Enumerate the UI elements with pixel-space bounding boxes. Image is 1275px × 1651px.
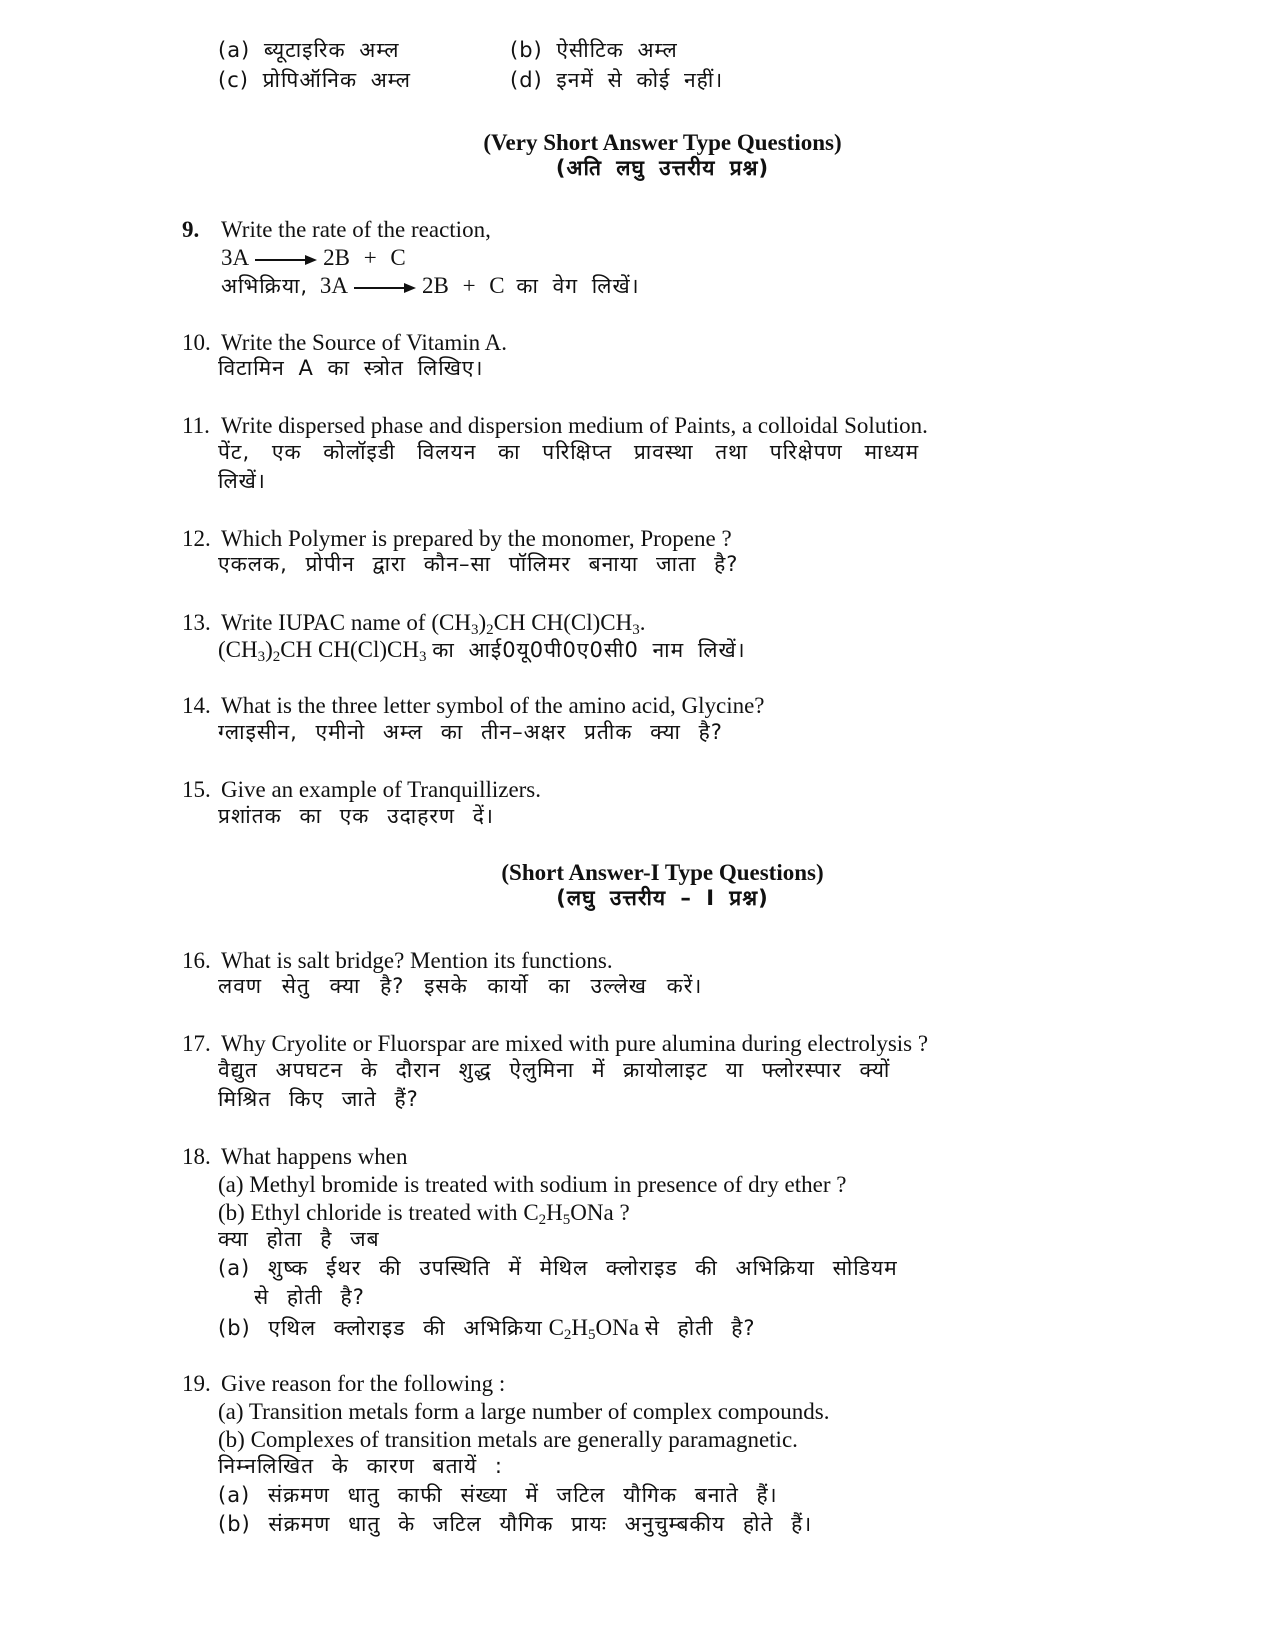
q15-text-hi: प्रशांतक का एक उदाहरण दें। <box>218 804 494 828</box>
q11-text-en: Write dispersed phase and dispersion medium of Paints, a colloidal Solution. <box>221 413 928 438</box>
q18-text-hi: क्या होता है जब <box>218 1227 380 1251</box>
q18-b-hi-prefix: (b) एथिल क्लोराइड की अभिक्रिया <box>218 1316 543 1340</box>
q18-b-en-suffix: ? <box>619 1200 630 1225</box>
q13-en-prefix: Write IUPAC name of <box>221 610 426 635</box>
option-c: (c) प्रोपिऑनिक अम्ल <box>218 68 411 92</box>
q9-reaction <box>221 246 406 269</box>
q12-text-en: Which Polymer is prepared by the monomer, Propene ? <box>221 526 732 551</box>
q19-text-en: Give reason for the following : <box>221 1371 506 1396</box>
q10-number: 10. <box>182 330 211 355</box>
q18-b-hi-suffix: से होती है? <box>644 1316 756 1340</box>
q13-formula: $(CH_3)_2CH$ $CH(Cl)CH_3$. <box>431 610 646 638</box>
q9-hi-suffix: का वेग लिखें। <box>516 274 640 298</box>
q13-text-en <box>221 610 646 638</box>
q9-products: 2B + C <box>323 245 406 270</box>
q13-hi-suffix: का आई0यू0पी0ए0सी0 नाम लिखें। <box>432 638 746 662</box>
q15-number: 15. <box>182 777 211 802</box>
q17-text-hi-line2: मिश्रित किए जाते हैं? <box>218 1087 419 1111</box>
q9-number: 9. <box>182 217 200 242</box>
q9-hi-prefix: अभिक्रिया, <box>221 274 309 298</box>
q18-text-en: What happens when <box>221 1144 408 1169</box>
q18-a-hi-line1: (a) शुष्क ईथर की उपस्थिति में मेथिल क्लोराइड की अभिक्रिया सोडियम <box>218 1256 898 1280</box>
q19-a-en: (a) Transition metals form a large number of complex compounds. <box>218 1399 830 1424</box>
q17-text-hi-line1: वैद्युत अपघटन के दौरान शुद्ध ऐलुमिना में क्रायोलाइट या फ्लोरस्पार क्यों <box>218 1058 891 1082</box>
reaction-arrow-icon <box>354 283 416 293</box>
q9-reactant: 3A <box>221 245 250 270</box>
q19-a-hi: (a) संक्रमण धातु काफी संख्या में जटिल यौगिक बनाते हैं। <box>218 1483 778 1507</box>
q18-a-en: (a) Methyl bromide is treated with sodium in presence of dry ether ? <box>218 1172 847 1197</box>
q18-b-hi <box>218 1315 756 1343</box>
q19-b-en: (b) Complexes of transition metals are generally paramagnetic. <box>218 1427 798 1452</box>
q16-text-hi: लवण सेतु क्या है? इसके कार्यो का उल्लेख करें। <box>218 974 703 998</box>
q17-number: 17. <box>182 1031 211 1056</box>
q13-text-hi <box>218 637 746 665</box>
q19-b-hi: (b) संक्रमण धातु के जटिल यौगिक प्रायः अनुचुम्बकीय होते हैं। <box>218 1512 813 1536</box>
section-heading-sa1-en: (Short Answer-I Type Questions) <box>501 860 824 885</box>
q9-hi-reactant: 3A <box>319 273 348 298</box>
q17-text-en: Why Cryolite or Fluorspar are mixed with pure alumina during electrolysis ? <box>221 1031 929 1056</box>
q11-number: 11. <box>182 413 210 438</box>
q18-b-en-prefix: (b) Ethyl chloride is treated with <box>218 1200 518 1225</box>
q19-text-hi: निम्नलिखित के कारण बतायें : <box>218 1454 503 1478</box>
q11-text-hi-line1: पेंट, एक कोलॉइडी विलयन का परिक्षिप्त प्रावस्था तथा परिक्षेपण माध्यम <box>218 440 920 464</box>
option-d: (d) इनमें से कोई नहीं। <box>510 68 724 92</box>
q14-text-hi: ग्लाइसीन, एमीनो अम्ल का तीन–अक्षर प्रतीक क्या है? <box>218 720 723 744</box>
q12-number: 12. <box>182 526 211 551</box>
q14-text-en: What is the three letter symbol of the amino acid, Glycine? <box>221 693 765 718</box>
q18-b-hi-formula: $C_2H_5ONa$ <box>548 1315 639 1343</box>
q11-text-hi-line2: लिखें। <box>218 469 266 493</box>
q18-number: 18. <box>182 1144 211 1169</box>
q18-b-en <box>218 1200 630 1228</box>
option-b: (b) ऐसीटिक अम्ल <box>510 38 678 62</box>
q10-text-hi: विटामिन A का स्त्रोत लिखिए। <box>218 356 484 380</box>
reaction-arrow-icon <box>255 255 317 265</box>
section-heading-vsa-en: (Very Short Answer Type Questions) <box>483 130 842 155</box>
section-heading-vsa-hi: (अति लघु उत्तरीय प्रश्न) <box>555 156 770 180</box>
q9-text-en: Write the rate of the reaction, <box>221 217 491 242</box>
q9-hi-products: 2B + C <box>421 273 505 298</box>
q16-number: 16. <box>182 948 211 973</box>
q18-a-hi-line2: से होती है? <box>254 1285 365 1309</box>
q13-number: 13. <box>182 610 211 635</box>
q12-text-hi: एकलक, प्रोपीन द्वारा कौन–सा पॉलिमर बनाया जाता है? <box>218 552 739 576</box>
q19-number: 19. <box>182 1371 211 1396</box>
q9-text-hi <box>221 274 640 297</box>
section-heading-sa1-hi: (लघु उत्तरीय – I प्रश्न) <box>556 886 769 910</box>
q16-text-en: What is salt bridge? Mention its functions. <box>221 948 613 973</box>
option-a: (a) ब्यूटाइरिक अम्ल <box>218 38 400 62</box>
q15-text-en: Give an example of Tranquillizers. <box>221 777 542 802</box>
q18-b-formula: $C_2H_5ONa$ <box>523 1200 614 1228</box>
q13-formula-hi: $(CH_3)_2CH$ $CH(Cl)CH_3$ <box>218 637 427 665</box>
q10-text-en: Write the Source of Vitamin A. <box>221 330 507 355</box>
q14-number: 14. <box>182 693 211 718</box>
